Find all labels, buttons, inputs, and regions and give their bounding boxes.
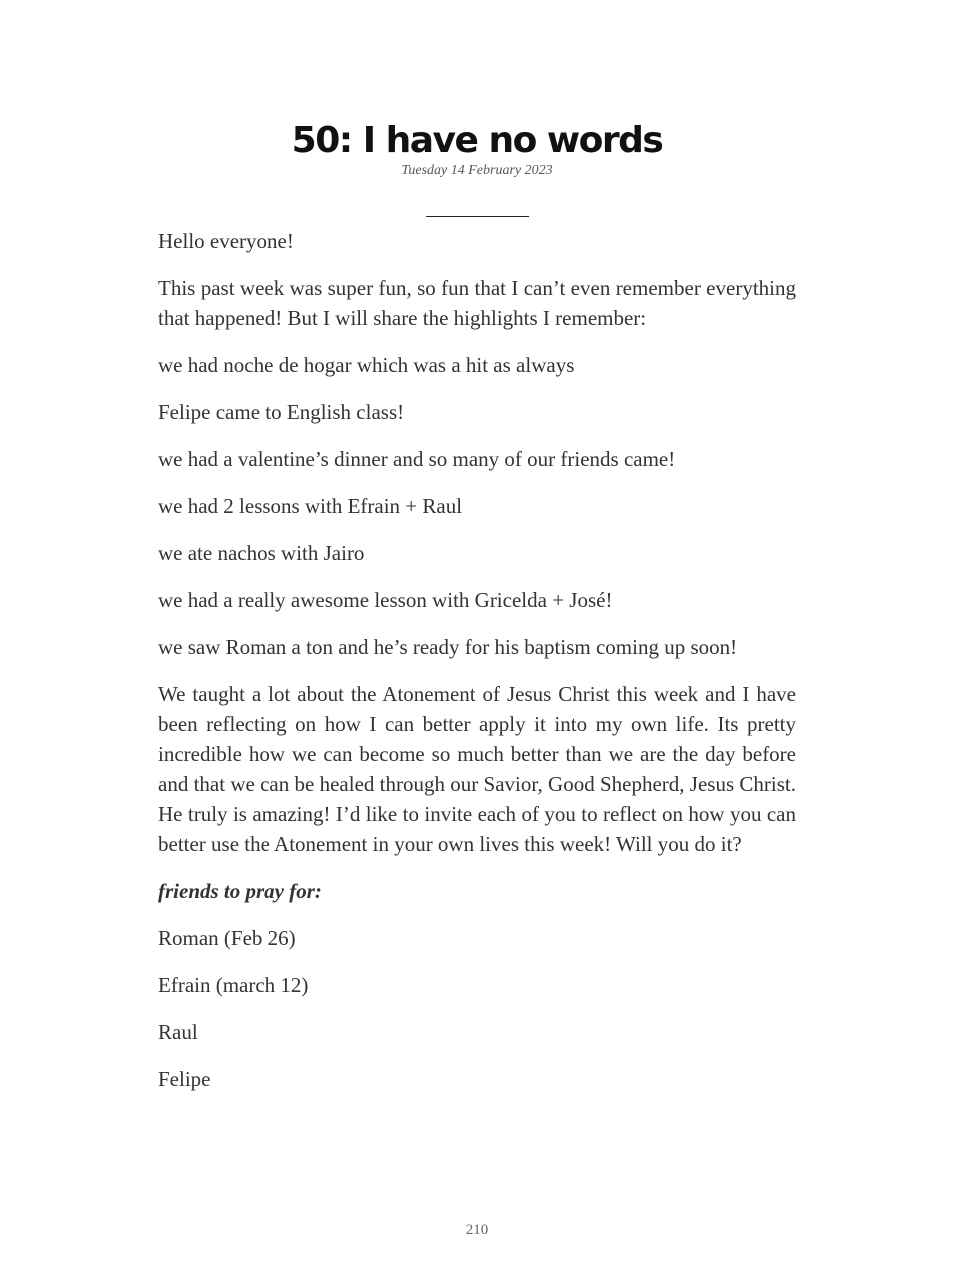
- highlight-item: we had noche de hogar which was a hit as always: [158, 353, 575, 377]
- title-divider: [426, 216, 529, 217]
- page-number: 210: [465, 1222, 489, 1238]
- friend-item: Roman (Feb 26): [158, 926, 296, 950]
- reflection-paragraph: We taught a lot about the Atonement of Jesus Christ this week and I have been reflecting on how I can better apply it into my own life. Its pretty incredible how we can become so much better than we are the day before and that we can be healed through our Savior, Good Shepherd, Jesus Christ. He truly is amazing! I’d like to invite each of you to reflect on how you can better use the Atonement in your own lives this week! Will you do it?: [158, 682, 796, 856]
- greeting-paragraph: Hello everyone!: [158, 229, 294, 253]
- friend-item: Raul: [158, 1020, 198, 1044]
- page-title: 50: I have no words: [291, 120, 663, 161]
- highlight-item: we ate nachos with Jairo: [158, 541, 365, 565]
- friends-heading: friends to pray for:: [158, 879, 322, 903]
- highlight-item: we had a really awesome lesson with Gricelda + José!: [158, 588, 613, 612]
- highlight-item: we had 2 lessons with Efrain + Raul: [158, 494, 463, 518]
- friend-item: Efrain (march 12): [158, 973, 309, 997]
- post-body: [158, 226, 796, 1111]
- friend-item: Felipe: [158, 1067, 211, 1091]
- intro-paragraph: This past week was super fun, so fun that I can’t even remember everything that happened! But I will share the highlights I remember:: [158, 276, 796, 330]
- post-date: Tuesday 14 February 2023: [401, 163, 553, 178]
- highlight-item: Felipe came to English class!: [158, 400, 405, 424]
- highlight-item: we saw Roman a ton and he’s ready for his baptism coming up soon!: [158, 635, 738, 659]
- highlight-item: we had a valentine’s dinner and so many of our friends came!: [158, 447, 676, 471]
